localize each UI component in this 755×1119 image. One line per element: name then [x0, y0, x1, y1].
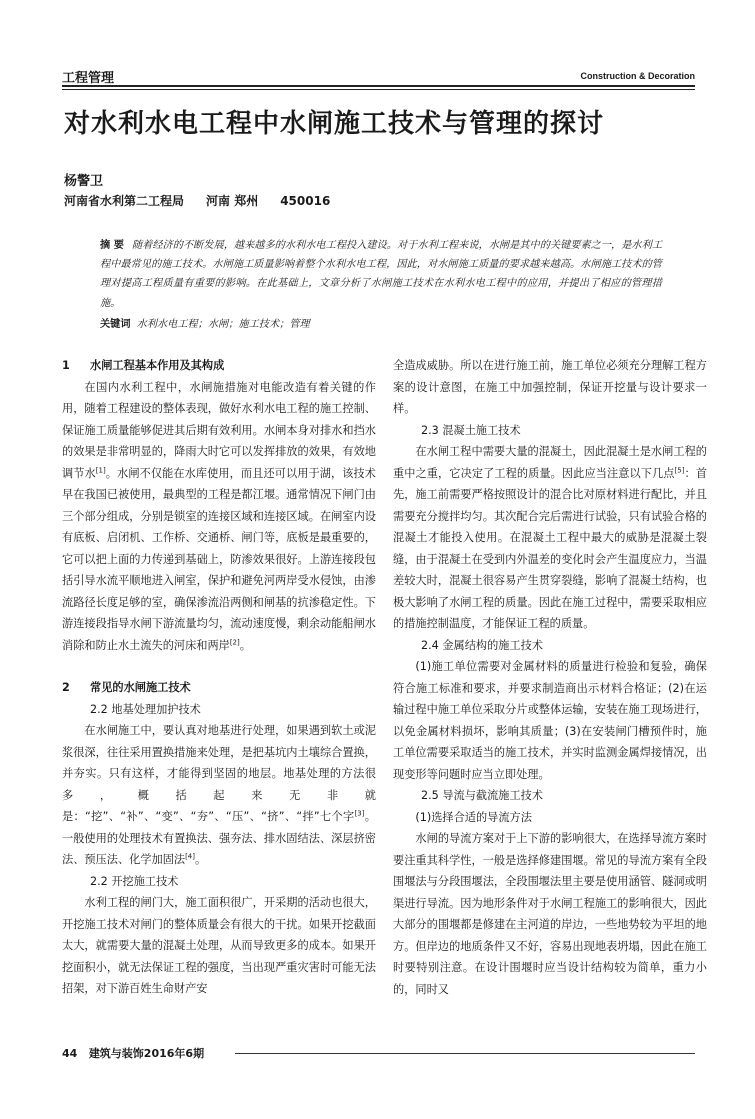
header-rule	[62, 85, 695, 87]
author-name: 杨警卫	[64, 174, 104, 189]
footer-rule	[235, 1053, 695, 1054]
left-column	[62, 355, 376, 1000]
header-rule-thin	[62, 89, 695, 90]
page-number: 44	[62, 1047, 78, 1060]
keywords-label: 关键词	[100, 319, 131, 330]
affiliation-postcode: 450016	[280, 194, 331, 208]
keywords-text: 水利水电工程；水闸；施工技术；管理	[136, 319, 310, 330]
running-header-journal: Construction & Decoration	[580, 71, 695, 81]
citation: [4]	[185, 852, 195, 861]
paragraph: 在国内水利工程中，水闸施措施对电能改造有着关键的作用，随着工程建设的整体表现，做好水利水电工程的施工控制、保证施工质量能够促进其后期有效利用。水闸本身对排水和挡水的效果是非常明显的，降雨大时它可以发挥排放的效果，有效地调节水[1]。水闸不仅能在水库使用，而且还可以用于湖，该技术早在我国已被使用，最典型的工程是都江堰。通常情况下闸门由三个部分组成，分别是锁室的连接区域和连接区域。在闸室内设有底板、启闭机、工作桥、交通桥、闸门等，底板是最重要的，它可以把上面的力传递到基础上，防渗效果很好。上游连接段包括引导水流平顺地进入闸室，保护和避免河两岸受水侵蚀，由渗流路径长度足够的室，确保渗流沿两侧和闸基的抗渗稳定性。下游连接段指导水闸下游流量均匀，流动速度慢，剩余动能船闸水消除和防止水土流失的河床和两岸[2]。	[62, 380, 376, 652]
citation: [2]	[229, 637, 240, 646]
paragraph: 在水闸施工中，要认真对地基进行处理，如果遇到软土或泥浆很深，往往采用置换措施来处理，是把基坑内土壤综合置换，并夯实。只有这样，才能得到坚固的地层。地基处理的方法很多，概括起来无非就是：“挖”、“补”、“变”、“夯”、“压”、“挤”、“拌”七个字[3]。一般使用的处理技术有置换法、强夯法、排水固结法、深层挤密法、预压法、化学加固法[4]。	[62, 724, 376, 866]
citation: [3]	[354, 809, 365, 818]
affiliation-city: 河南 郑州	[206, 194, 259, 208]
author-affiliation	[64, 192, 352, 209]
paragraph: (1)施工单位需要对金属材料的质量进行检验和复验，确保符合施工标准和要求，并要求制造商出示材料合格证；(2)在运输过程中施工单位采取分片或整体运输，安装在施工现场进行，以免金属材料损坏，影响其质量；(3)在安装闸门槽预件时，施工单位需要采取适当的施工技术，并实时监测金属焊接情况，出现变形等问题时应当立即处理。	[393, 660, 707, 781]
right-column	[393, 355, 707, 1000]
journal-issue: 建筑与装饰2016年6期	[88, 1047, 205, 1060]
paragraph: 全造成威胁。所以在进行施工前，施工单位必须充分理解工程方案的设计意图，在施工中加强控制，保证开挖量与设计要求一样。	[393, 359, 707, 415]
section-heading-1: 1 水闸工程基本作用及其构成	[62, 359, 225, 372]
paragraph: 水利工程的闸门大，施工面积很广，开采期的活动也很大，开挖施工技术对闸门的整体质量会有很大的干扰。如果开挖截面太大，就需要大量的混凝土处理，从而导致更多的成本。如果开挖面积小，就无法保证工程的强度，当出现严重灾害时可能无法招架，对下游百姓生命财产安	[62, 896, 376, 995]
affiliation-org: 河南省水利第二工程局	[64, 194, 185, 208]
abstract-label: 摘 要	[100, 240, 124, 251]
abstract	[100, 236, 662, 313]
subsection-heading: 2.2 地基处理加护技术	[90, 702, 201, 716]
sub-subsection-heading: (1)选择合适的导流方法	[415, 810, 532, 824]
article-title: 对水利水电工程中水闸施工技术与管理的探讨	[64, 109, 605, 139]
page-footer	[62, 1045, 204, 1061]
subsection-heading: 2.4 金属结构的施工技术	[421, 638, 544, 652]
citation: [1]	[95, 465, 106, 474]
paragraph: 在水闸工程中需要大量的混凝土，因此混凝土是水闸工程的重中之重，它决定了工程的质量。因此应当注意以下几点[5]：首先，施工前需要严格按照设计的混合比对原材料进行配比，并且需要充分搅拌均匀。其次配合完后需进行试验，只有试验合格的混凝土才能投入使用。在混凝土工程中最大的威胁是混凝土裂缝，由于混凝土在受到内外温差的变化时会产生温度应力，当温差较大时，混凝土很容易产生贯穿裂缝，影响了混凝土结构，也极大影响了水闸工程的质量。因此在施工过程中，需要采取相应的措施控制温度，才能保证工程的质量。	[393, 445, 707, 630]
keywords	[100, 315, 310, 330]
section-heading-2: 2 常见的水闸施工技术	[62, 681, 191, 694]
subsection-heading: 2.5 导流与截流施工技术	[421, 789, 544, 802]
paragraph: 水闸的导流方案对于上下游的影响很大，在选择导流方案时要注重其科学性，一般是选择修建围堰。常见的导流方案有全段围堰法与分段围堰法，全段围堰法里主要是使用涵管、隧洞或明渠进行导流。因为地形条件对于水闸工程施工的影响很大，因此大部分的围堰都是修建在主河道的岸边，一些地势较为平坦的地方。但岸边的地质条件又不好，容易出现地表坍塌，因此在施工时要特别注意。在设计围堰时应当设计结构较为简单，重力小的，同时又	[393, 832, 707, 996]
subsection-heading: 2.2 开挖施工技术	[90, 874, 179, 888]
citation: [5]	[674, 465, 685, 474]
abstract-text: 随着经济的不断发展，越来越多的水利水电工程投入建设。对于水利工程来说，水闸是其中的关键要素之一，是水利工程中最常见的施工技术。水闸施工质量影响着整个水利水电工程，因此，对水闸施工质量的要求越来越高。水闸施工技术的管理对提高工程质量有重要的影响。在此基础上，文章分析了水闸施工技术在水利水电工程中的应用，并提出了相应的管理措施。	[100, 240, 663, 309]
subsection-heading: 2.3 混凝土施工技术	[421, 423, 521, 437]
running-header-section: 工程管理	[62, 71, 115, 86]
